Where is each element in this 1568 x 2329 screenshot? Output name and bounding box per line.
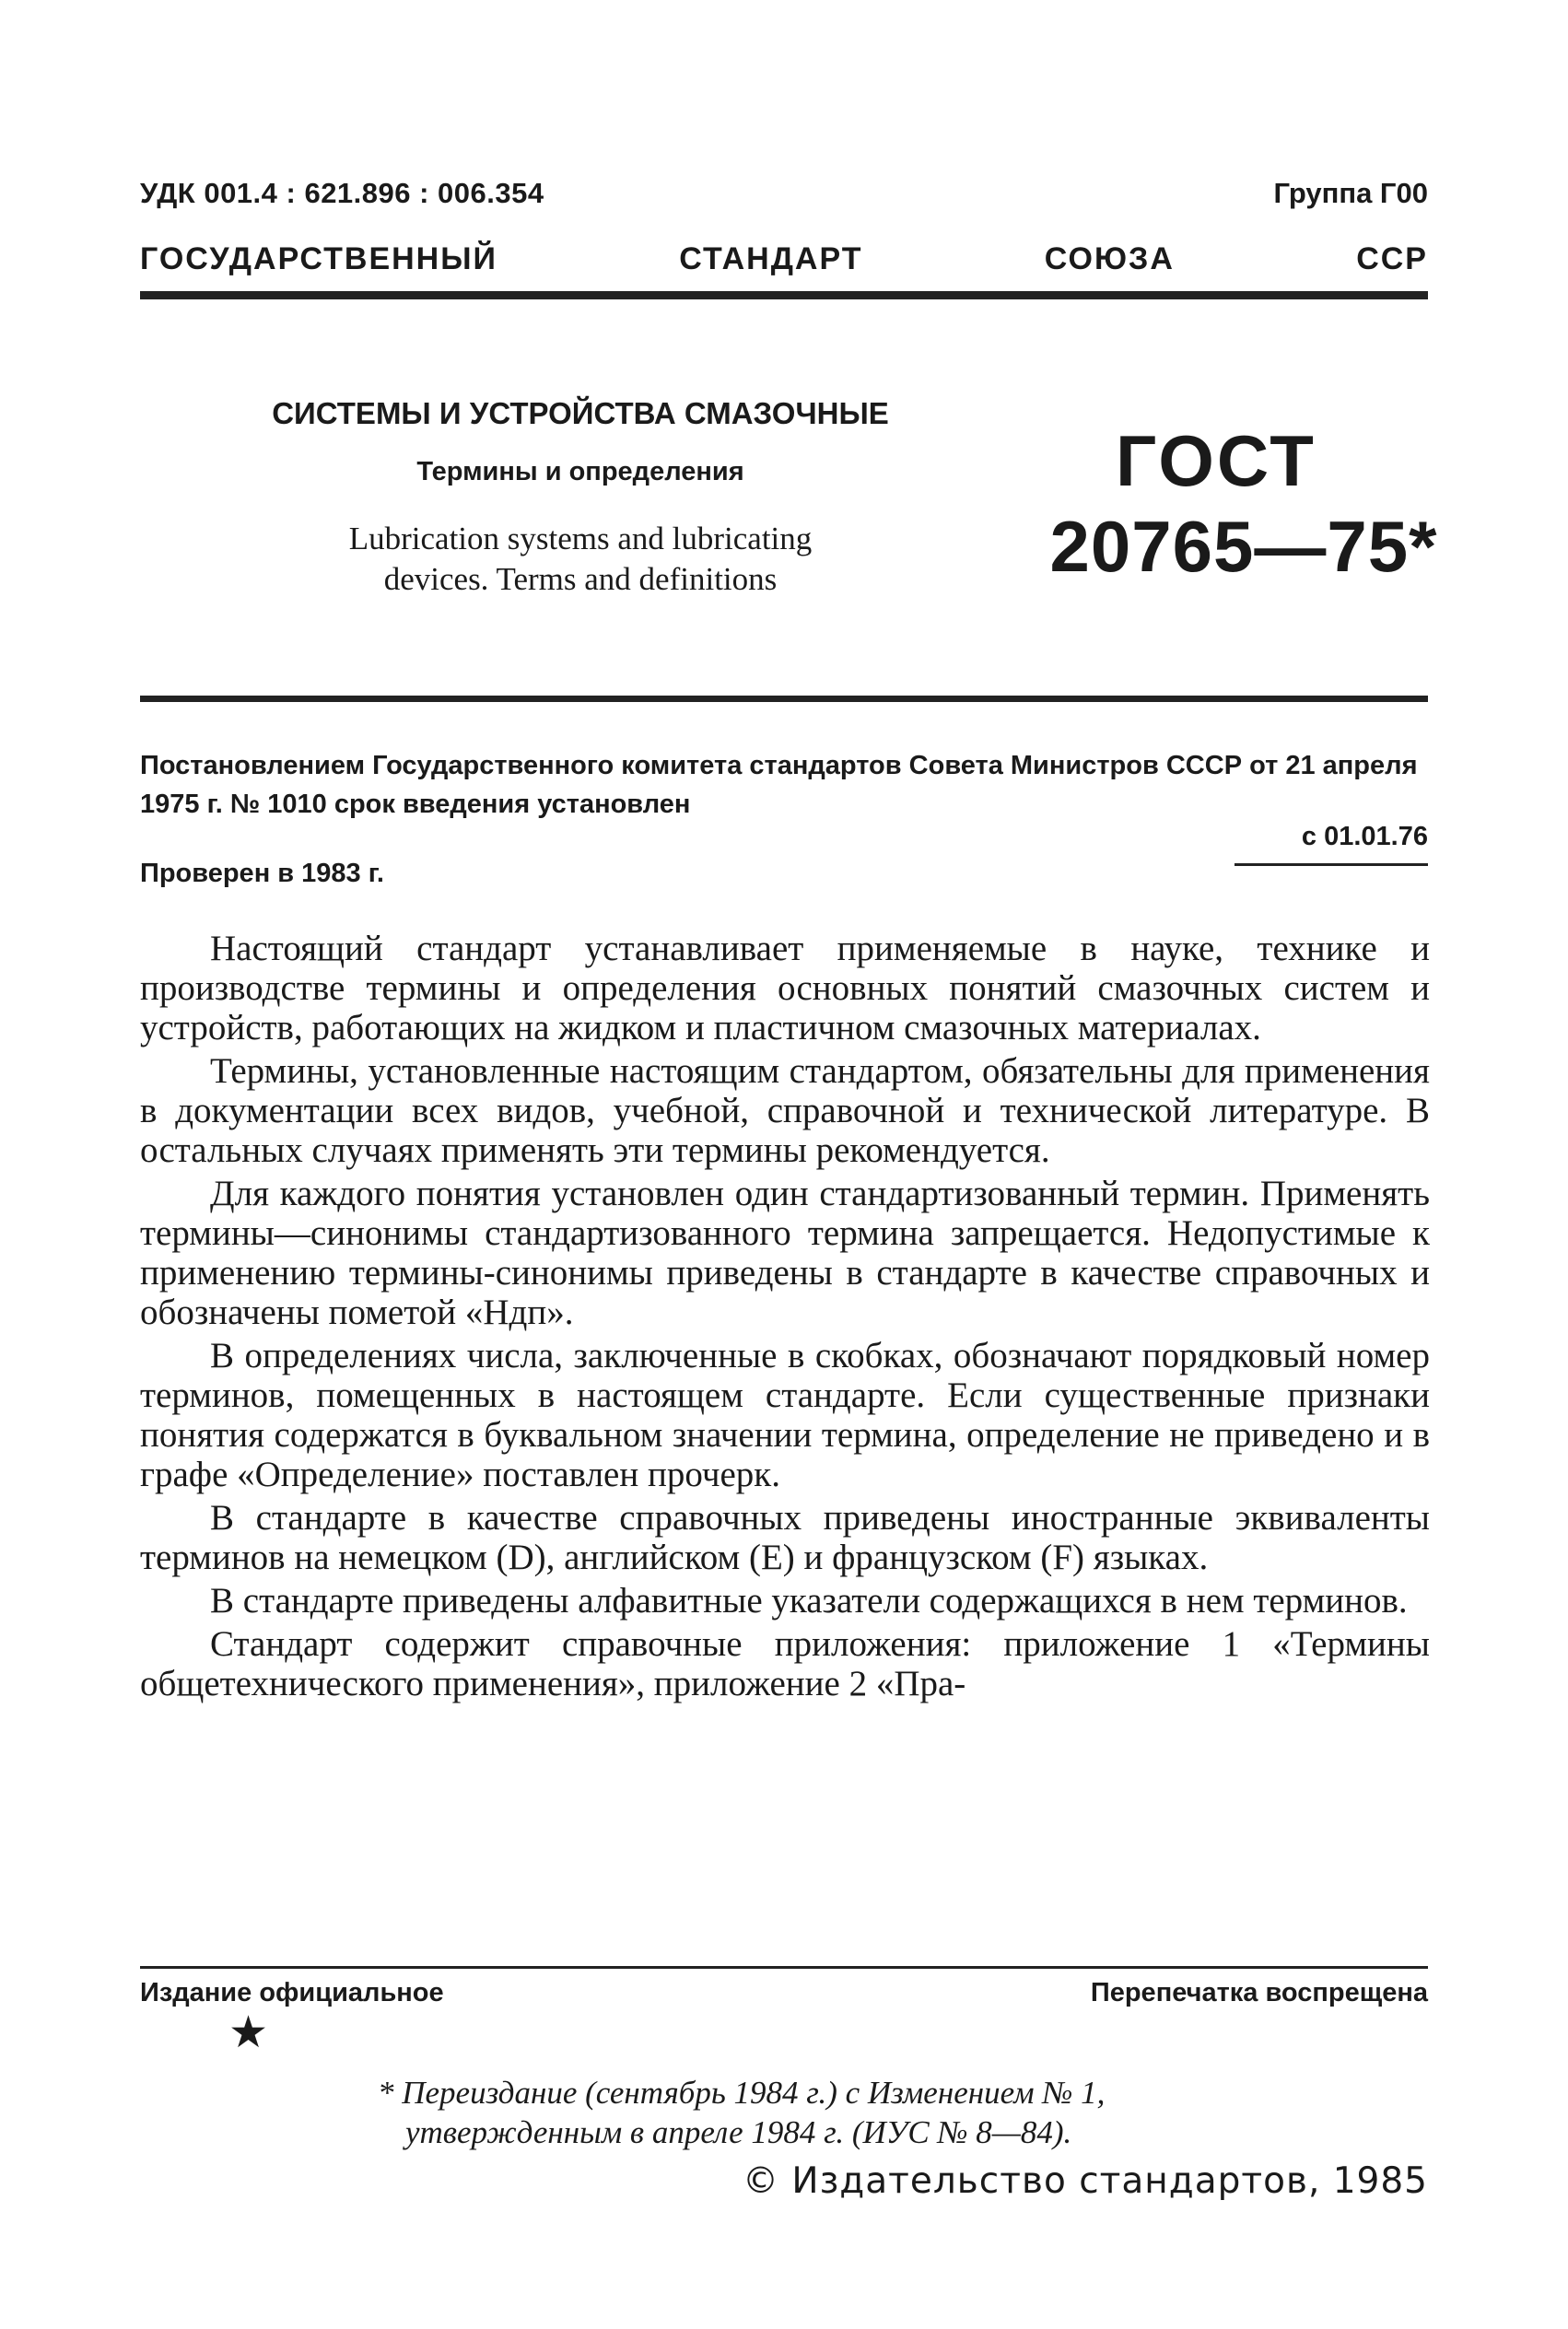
checked-year: Проверен в 1983 г.: [140, 859, 384, 888]
edition-label: Издание официальное: [140, 1978, 444, 2007]
gost-label: ГОСТ: [1116, 420, 1316, 501]
banner-word-2: СТАНДАРТ: [679, 241, 863, 276]
title-block: [212, 396, 949, 600]
footer-divider: [140, 1966, 1428, 1969]
banner-word-1: ГОСУДАРСТВЕННЫЙ: [140, 241, 497, 276]
reprint-notice: Перепечатка воспрещена: [1090, 1978, 1428, 2007]
body-paragraph: Стандарт содержит справочные приложения: приложение 1 «Термины общетехнического применения», приложение 2 «Пра-: [140, 1624, 1430, 1703]
body-paragraph: Термины, установленные настоящим стандартом, обязательны для применения в документации всех видов, учебной, справочной и технической литературе. В остальных случаях применять эти термины рекомендуется.: [140, 1051, 1430, 1170]
intro-date-block: [1235, 822, 1428, 866]
banner-word-3: СОЮЗА: [1044, 241, 1175, 276]
state-standard-banner: [140, 241, 1428, 277]
group-code: Группа Г00: [1273, 177, 1428, 209]
document-subtitle: Термины и определения: [416, 457, 744, 486]
udk-code: УДК 001.4 : 621.896 : 006.354: [140, 177, 544, 209]
copyright: © Издательство стандартов, 1985: [743, 2160, 1428, 2202]
document-title: СИСТЕМЫ И УСТРОЙСТВА СМАЗОЧНЫЕ: [272, 396, 889, 430]
star-icon: ★: [228, 2007, 269, 2058]
english-title-line-1: Lubrication systems and lubricating: [348, 521, 813, 556]
english-title: [212, 519, 949, 600]
body-text: [140, 929, 1430, 1707]
banner-word-4: ССР: [1356, 241, 1428, 276]
intro-date: с 01.01.76: [1301, 822, 1428, 851]
decree-text: Постановлением Государственного комитета стандартов Совета Министров СССР от 21 апреля 1975 г. № 1010 срок введения установлен: [140, 751, 1418, 819]
title-divider: [140, 696, 1428, 702]
gost-number: 20765—75*: [1049, 506, 1438, 587]
body-paragraph: В определениях числа, заключенные в скобках, обозначают порядковый номер терминов, помещенных в настоящем стандарте. Если существенные признаки понятия содержатся в буквальном значении термина, определение не приведено и в графе «Определение» поставлен прочерк.: [140, 1336, 1430, 1494]
body-paragraph: Для каждого понятия установлен один стандартизованный термин. Применять термины—синонимы стандартизованного термина запрещается. Недопустимые к применению термины-синонимы приведены в стандарте в качестве справочных и обозначены пометой «Ндп».: [140, 1174, 1430, 1332]
english-title-line-2: devices. Terms and definitions: [383, 561, 778, 597]
body-paragraph: В стандарте приведены алфавитные указатели содержащихся в нем терминов.: [210, 1581, 1408, 1621]
intro-date-underline: [1235, 863, 1428, 866]
reissue-note: [378, 2073, 1391, 2152]
banner-divider: [140, 291, 1428, 299]
body-paragraph: Настоящий стандарт устанавливает применяемые в науке, технике и производстве термины и определения основных понятий смазочных систем и устройств, работающих на жидком и пластичном смазочных материалах.: [140, 929, 1430, 1047]
body-paragraph: В стандарте в качестве справочных приведены иностранные эквиваленты терминов на немецком (D), английском (E) и французском (F) языках.: [140, 1498, 1430, 1577]
reissue-line-2: утвержденным в апреле 1984 г. (ИУС № 8—84).: [405, 2114, 1072, 2150]
reissue-line-1: * Переиздание (сентябрь 1984 г.) с Изменением № 1,: [378, 2075, 1106, 2111]
